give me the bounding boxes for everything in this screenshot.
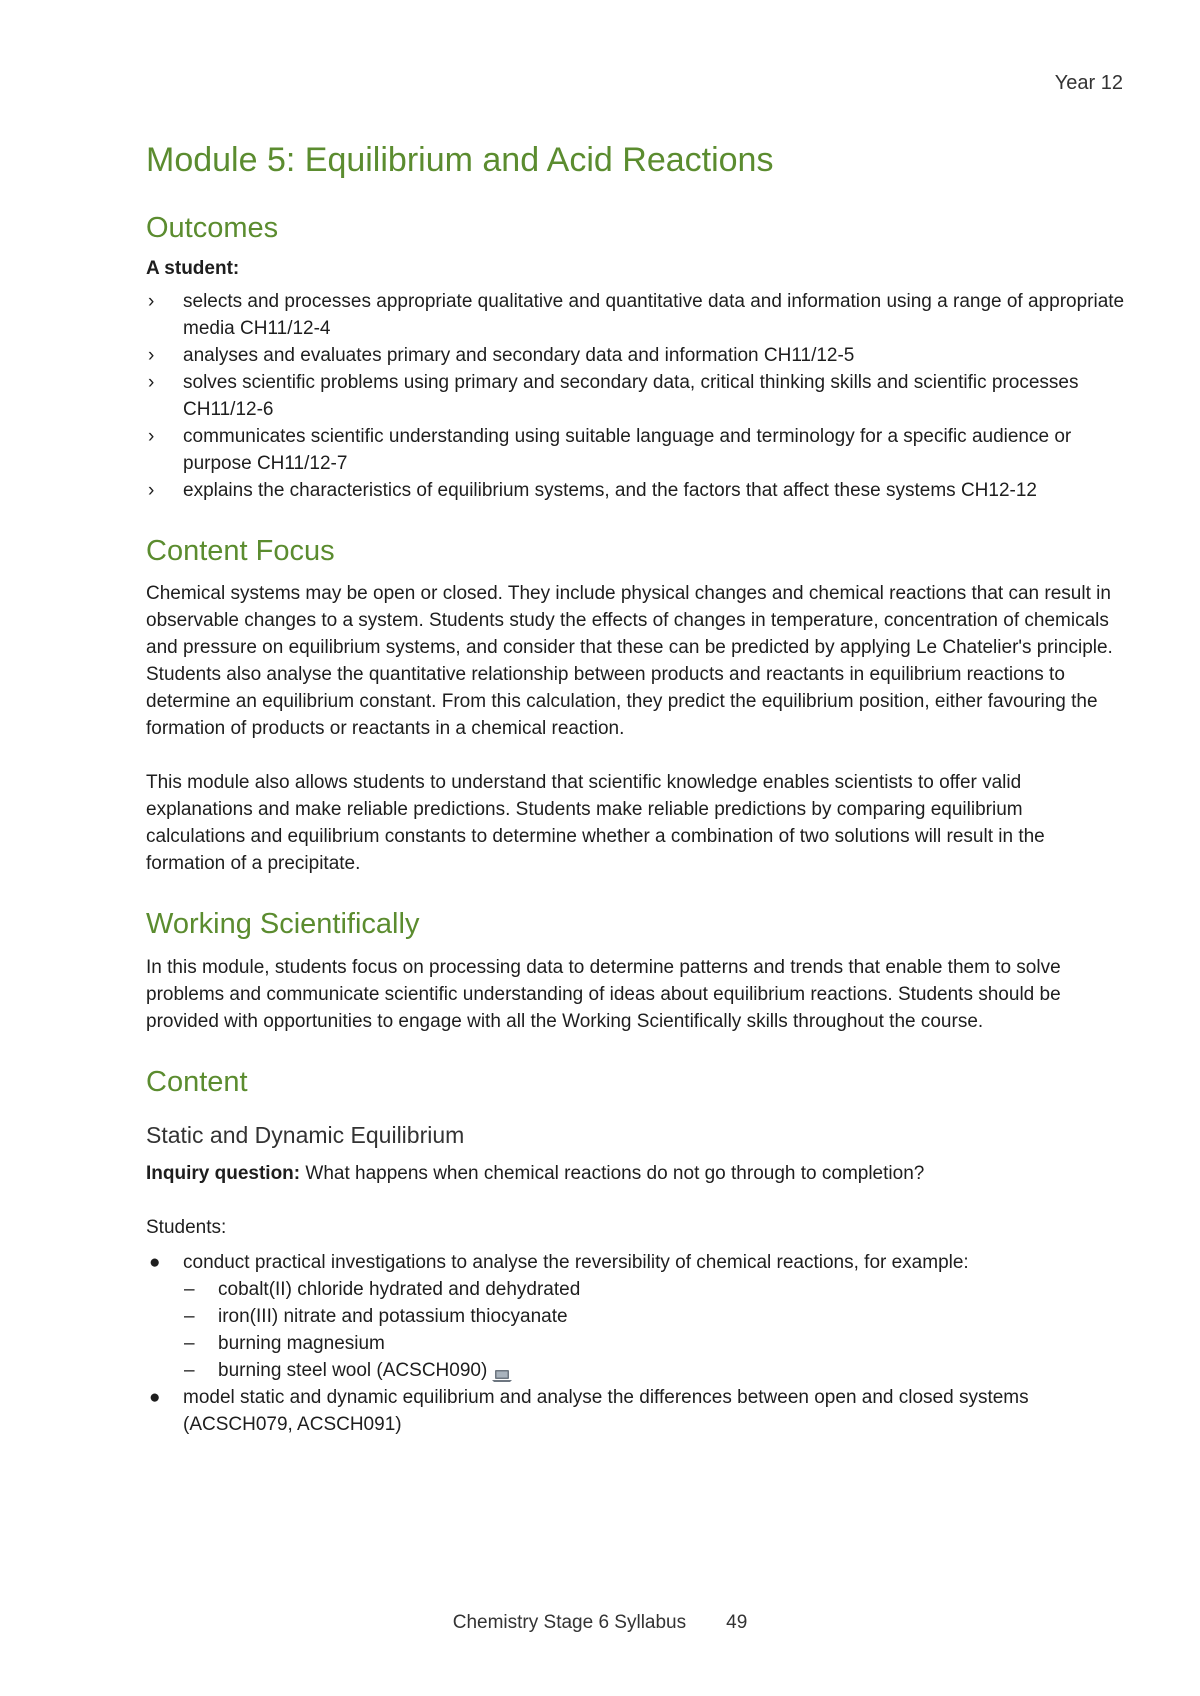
content-focus-heading: Content Focus: [146, 534, 335, 567]
outcome-text: selects and processes appropriate qualitative and quantitative data and information using a range of appropriate media CH11/12-4: [183, 290, 1125, 339]
content-bullet-text: conduct practical investigations to analyse the reversibility of chemical reactions, for example:: [183, 1251, 969, 1273]
content-sub-text: burning steel wool (ACSCH090): [218, 1359, 488, 1381]
content-bullet-item: [146, 1249, 1126, 1384]
content-heading: Content: [146, 1066, 248, 1099]
outcome-item: [146, 288, 1126, 342]
dash-icon: –: [184, 1278, 195, 1300]
inquiry-label: Inquiry question:: [146, 1162, 301, 1184]
content-sub-text: burning magnesium: [218, 1332, 385, 1354]
footer-title: Chemistry Stage 6 Syllabus: [452, 1612, 687, 1633]
content-bullet-item: [146, 1384, 1126, 1438]
ict-laptop-icon: [491, 1364, 513, 1378]
chevron-right-icon: ›: [148, 371, 155, 393]
outcome-item: [146, 477, 1126, 504]
content-focus-paragraph: Chemical systems may be open or closed. They include physical changes and chemical reactions that can result in observable changes to a system. Students study the effects of changes in temperature, concentration of chemicals and pressure on equilibrium systems, and consider that these can be predicted by applying Le Chatelier's principle. Students also analyse the quantitative relationship between products and reactants in equilibrium reactions to determine an equilibrium constant. From this calculation, they predict the equilibrium position, either favouring the formation of products or reactants in a chemical reaction.: [146, 583, 1113, 740]
outcome-text: analyses and evaluates primary and secondary data and information CH11/12-5: [183, 344, 855, 366]
outcome-text: explains the characteristics of equilibrium systems, and the factors that affect these systems CH12-12: [183, 479, 1037, 501]
outcome-text: solves scientific problems using primary and secondary data, critical thinking skills and scientific processes CH11/12-6: [183, 371, 1079, 420]
outcome-item: [146, 369, 1126, 423]
page-footer: [0, 1612, 1200, 1634]
chevron-right-icon: ›: [148, 344, 155, 366]
outcome-item: [146, 423, 1126, 477]
dash-icon: –: [184, 1359, 195, 1381]
chevron-right-icon: ›: [148, 479, 155, 501]
content-sub-text: iron(III) nitrate and potassium thiocyanate: [218, 1305, 568, 1327]
dash-icon: –: [184, 1332, 195, 1354]
students-label: Students:: [146, 1216, 227, 1238]
content-subheading: Static and Dynamic Equilibrium: [146, 1121, 465, 1148]
content-bullet-text: model static and dynamic equilibrium and analyse the differences between open and closed systems (ACSCH079, ACSCH091): [183, 1386, 1029, 1435]
outcomes-lead: A student:: [146, 257, 240, 279]
page-number: 49: [726, 1612, 748, 1633]
dash-icon: –: [184, 1305, 195, 1327]
content-sub-item: [182, 1330, 1126, 1357]
content-sub-text: cobalt(II) chloride hydrated and dehydrated: [218, 1278, 581, 1300]
working-scientifically-heading: Working Scientifically: [146, 908, 420, 941]
outcomes-heading: Outcomes: [146, 211, 279, 244]
inquiry-question: [146, 1160, 1126, 1187]
outcome-text: communicates scientific understanding using suitable language and terminology for a specific audience or purpose CH11/12-7: [183, 425, 1072, 474]
working-scientifically-section: [146, 907, 1126, 1035]
chevron-right-icon: ›: [148, 425, 155, 447]
content-sub-item: [182, 1357, 1126, 1384]
page-content: [146, 140, 1126, 1468]
chevron-right-icon: ›: [148, 290, 155, 312]
inquiry-text: What happens when chemical reactions do not go through to completion?: [300, 1162, 925, 1184]
content-sub-item: [182, 1276, 1126, 1303]
bullet-icon: ●: [149, 1251, 161, 1273]
bullet-icon: ●: [149, 1386, 161, 1408]
content-focus-section: [146, 534, 1126, 878]
content-sub-item: [182, 1303, 1126, 1330]
outcomes-section: [146, 211, 1126, 504]
outcome-item: [146, 342, 1126, 369]
year-label: Year 12: [1054, 72, 1123, 94]
content-focus-paragraph: This module also allows students to understand that scientific knowledge enables scientists to offer valid explanations and make reliable predictions. Students make reliable predictions by comparing equilibrium calculations and equilibrium constants to determine whether a combination of two solutions will result in the formation of a precipitate.: [146, 772, 1045, 875]
content-bullets: [146, 1249, 1126, 1438]
outcomes-list: [146, 288, 1126, 504]
content-sub-list: [182, 1276, 1126, 1384]
content-section: [146, 1065, 1126, 1437]
working-scientifically-paragraph: In this module, students focus on processing data to determine patterns and trends that enable them to solve problems and communicate scientific understanding of ideas about equilibrium reactions. Students should be provided with opportunities to engage with all the Working Scientifically skills throughout the course.: [146, 957, 1061, 1033]
module-title: Module 5: Equilibrium and Acid Reactions: [146, 141, 774, 179]
